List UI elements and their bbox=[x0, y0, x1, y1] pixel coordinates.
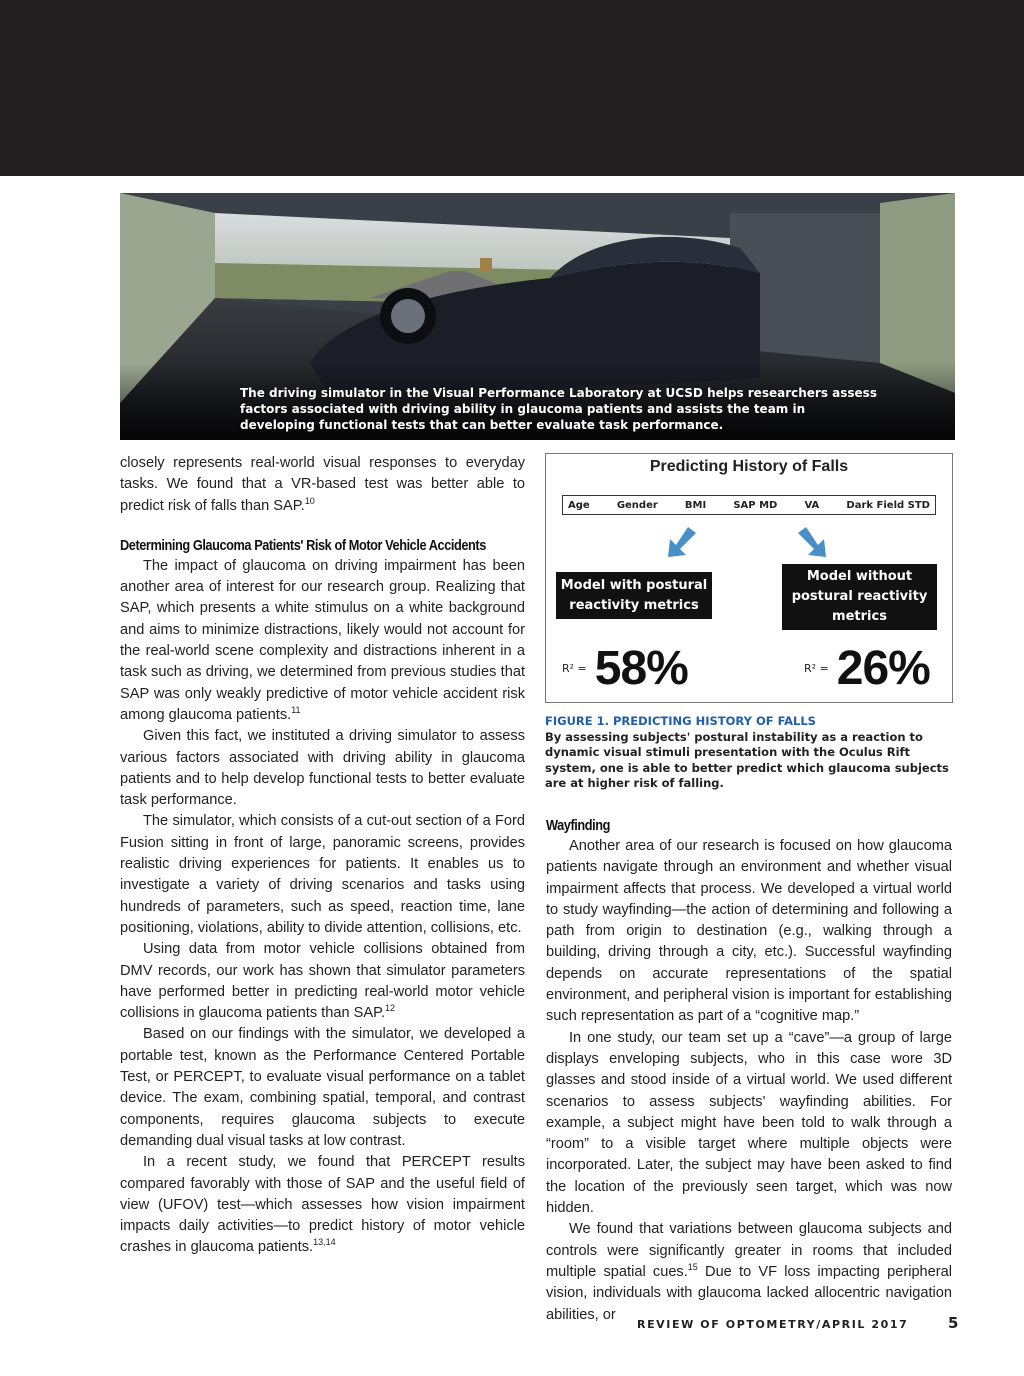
page-number: 5 bbox=[948, 1314, 959, 1332]
paragraph: In one study, our team set up a “cave”—a group of large displays enveloping subjects, who in this case wore 3D glasses and stood inside of a virtual world. We used different scenarios to assess subjects' wayfinding abilities. For example, a subject might have been told to walk through a “room” to a visible target where multiple objects were incorporated. Later, the subject may have been asked to find the location of the previously seen target, which was now hidden. bbox=[546, 1029, 952, 1217]
paragraph: The impact of glaucoma on driving impairment has been another area of interest for our research group. Realizing that SAP, which presents a white stimulus on a white background and aims to minimize distractions, likely would not account for the real-world scene complexity and distractions inherent in a task such as driving, we determined from previous studies that SAP was only weakly predictive of motor vehicle accident risk among glaucoma patients.$^{11}$ bbox=[120, 557, 525, 723]
paragraph: Using data from motor vehicle collisions obtained from DMV records, our work has shown that simulator parameters have performed better in predicting real-world motor vehicle collisions in glaucoma patients than SAP.$^{12}$ bbox=[120, 941, 525, 1022]
paragraph: Based on our findings with the simulator, we developed a portable test, known as the Performance Centered Portable Test, or PERCEPT, to evaluate visual performance on a tablet device. The exam, combining spatial, temporal, and contrast components, requires glaucoma subjects to execute demanding dual visual tasks at low contrast. bbox=[120, 1026, 525, 1149]
r2-label: R² = bbox=[804, 662, 829, 675]
figure-title: Predicting History of Falls bbox=[649, 458, 849, 475]
right-column bbox=[546, 815, 952, 1326]
variable-label: Dark Field STD bbox=[846, 499, 930, 511]
r2-value: 58% bbox=[594, 642, 688, 695]
header-band bbox=[0, 0, 1024, 176]
paragraph: We found that variations between glaucoma subjects and controls were significantly greater in rooms that included multiple spatial cues.$^{15}$ Due to VF loss impacting peripheral vision, individuals with glaucoma lacked allocentric navigation abilities, or bbox=[546, 1221, 953, 1323]
variable-label: SAP MD bbox=[733, 499, 778, 511]
variable-label: BMI bbox=[684, 499, 707, 511]
paragraph: Another area of our research is focused on how glaucoma patients navigate through an environment and whether visual impairment affects that process. We developed a virtual world to study wayfinding—the action of determining and following a path from origin to destination (e.g., walking through a building, driving through a city, etc.). Successful wayfinding depends on accurate representations of the spatial environment, and peripheral vision is important for establishing such representation as part of a “cognitive map.” bbox=[546, 838, 952, 1025]
r2-label: R² = bbox=[562, 662, 587, 675]
arrow-down-left-icon bbox=[666, 527, 696, 559]
variable-label: VA bbox=[804, 499, 820, 511]
figure-caption-label: FIGURE 1. PREDICTING HISTORY OF FALLS bbox=[545, 714, 816, 728]
paragraph: Given this fact, we instituted a driving simulator to assess various factors associated with driving ability in glaucoma patients and to help develop functional tests to better evaluate task performance. bbox=[120, 728, 525, 809]
paragraph: The simulator, which consists of a cut-out section of a Ford Fusion sitting in front of large, panoramic screens, provides realistic driving experiences for patients. It enables us to investigate a variety of driving scenarios and tasks using hundreds of parameters, such as speed, reaction time, lane positioning, violations, ability to divide attention, collisions, etc. bbox=[120, 813, 525, 936]
figure-caption bbox=[545, 714, 955, 792]
model-with-box: Model with postural reactivity metrics bbox=[556, 572, 712, 619]
variable-label: Gender bbox=[616, 499, 658, 511]
journal-footer: REVIEW OF OPTOMETRY/APRIL 2017 bbox=[637, 1318, 909, 1331]
model-without-box: Model without postural reactivity metrics bbox=[782, 564, 937, 630]
arrow-down-right-icon bbox=[798, 527, 828, 559]
paragraph: closely represents real-world visual responses to everyday tasks. We found that a VR-based test was better able to predict risk of falls than SAP.$^{10}$ bbox=[120, 455, 525, 514]
paragraph: In a recent study, we found that PERCEPT results compared favorably with those of SAP and the useful field of view (UFOV) test—which assesses how vision impairment impacts daily activities—to predict history of motor vehicle crashes in glaucoma patients.$^{13,14}$ bbox=[120, 1154, 525, 1256]
left-column bbox=[120, 453, 525, 1259]
section-heading-motor-vehicle: Determining Glaucoma Patients' Risk of Motor Vehicle Accidents bbox=[120, 536, 486, 554]
r2-without bbox=[804, 641, 930, 696]
figure-predicting-falls bbox=[545, 453, 953, 703]
variable-label: Age bbox=[568, 499, 590, 511]
section-heading-wayfinding: Wayfinding bbox=[546, 817, 610, 834]
photo-caption: The driving simulator in the Visual Performance Laboratory at UCSD helps researchers assess factors associated with driving ability in glaucoma patients and assists the team in developing functional tests that can better evaluate task performance. bbox=[240, 386, 877, 432]
figure-caption-text: By assessing subjects' postural instability as a reaction to dynamic visual stimuli presentation with the Oculus Rift system, one is able to better predict which glaucoma subjects are at higher risk of falling. bbox=[545, 729, 949, 790]
r2-value: 26% bbox=[836, 642, 930, 695]
r2-with bbox=[562, 641, 688, 696]
variables-row bbox=[562, 495, 936, 515]
